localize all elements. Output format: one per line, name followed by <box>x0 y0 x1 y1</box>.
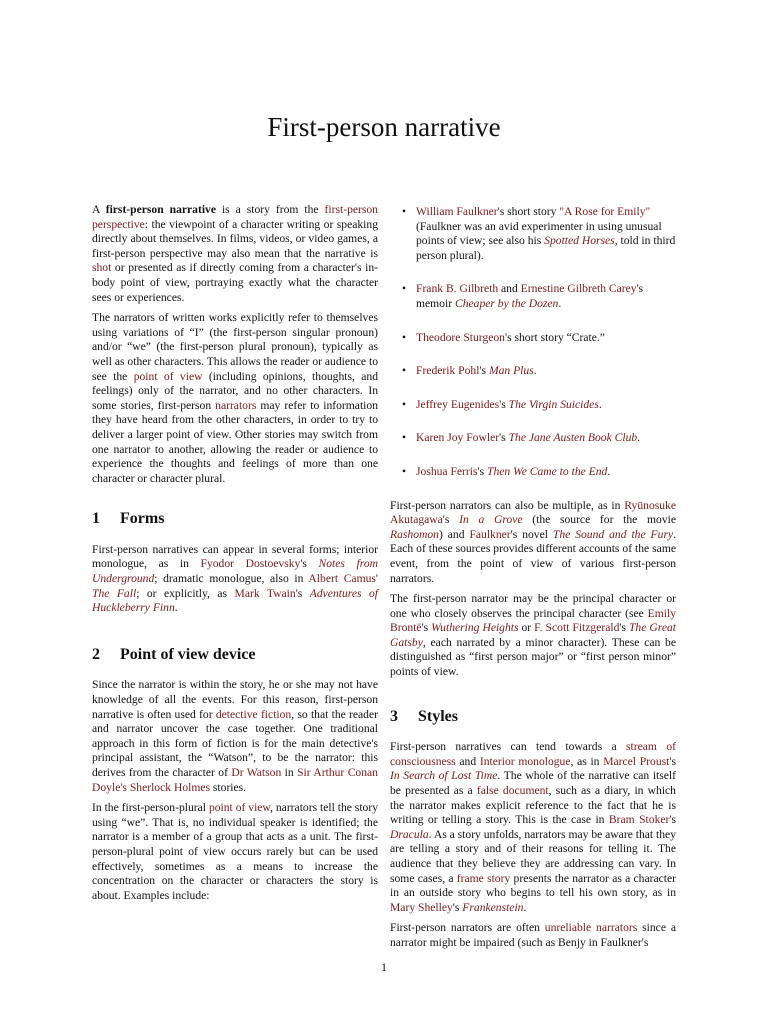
text: First-person narratives can tend towards a <box>390 740 627 754</box>
link-jane-austen-book-club[interactable] <box>508 431 641 445</box>
text: 's novel <box>510 527 553 541</box>
text: 's memoir <box>416 282 644 310</box>
italic-title: The Sound and the Fury <box>552 527 674 541</box>
text: , narrators tell the story using “we”. That is, no individual speaker is identified; the narrator is a member of a group that acts as a unit. The first-person-plural point of view occurs rarely but can be used effectively, sometimes as a means to increase the concentration on the character or characters the story is about. Examples include: <box>92 801 378 902</box>
text: 's <box>479 364 489 378</box>
link-stream-of-consciousness[interactable]: stream of consciousness <box>390 740 676 768</box>
link-point-of-view[interactable]: point of view <box>133 369 203 383</box>
link-dostoevsky[interactable]: Fyodor Dostoevsky <box>200 557 301 571</box>
italic-title: The Great Gatsby <box>390 621 676 649</box>
link-f-scott-fitzgerald[interactable]: F. Scott Fitzgerald <box>534 621 620 635</box>
principal-character-paragraph <box>390 592 676 680</box>
text: , so that the reader and narrator uncover the case together. One traditional approach in this form of fiction is for the main detective's principal assistant, the “Watson”, to be the narrator: this derives from the character of <box>92 707 378 779</box>
page-title: First-person narrative <box>267 112 501 142</box>
bullet-icon: • <box>402 397 407 411</box>
text: . <box>523 900 527 914</box>
text: , told in third person plural). <box>416 234 676 262</box>
text: . <box>558 296 562 310</box>
link-spotted-horses[interactable] <box>544 234 615 247</box>
right-column <box>390 203 676 957</box>
link-false-document[interactable]: false document <box>476 784 549 798</box>
text: The narrators of written works explicitly refer to themselves using variations of “I” (the first-person singular pronoun) and/or “we” (the first-person plural pronoun), typically as well as other characters. This allows the reader or audience to see the <box>92 311 378 383</box>
text: 's <box>295 586 310 600</box>
link-william-faulkner[interactable]: William Faulkner <box>416 205 498 218</box>
pov-paragraph-1 <box>92 678 378 795</box>
link-frankenstein[interactable] <box>462 901 523 914</box>
text: 's short story <box>497 205 560 218</box>
text: ' <box>375 572 378 586</box>
italic-title: Dracula <box>390 827 429 841</box>
text: 's <box>499 431 509 445</box>
link-narrators[interactable]: narrators <box>215 398 257 412</box>
list-item <box>390 331 676 346</box>
text: . <box>533 364 537 378</box>
text: : the viewpoint of a character writing or speaking directly about themselves. In films, videos, or video games, a first-person perspective may also mean that the narrative is <box>92 217 378 260</box>
bullet-icon: • <box>402 330 407 344</box>
link-the-fall[interactable] <box>92 587 136 600</box>
italic-title: Rashomon <box>390 527 439 541</box>
link-wuthering-heights[interactable] <box>431 621 518 634</box>
link-interior-monologue[interactable]: Interior monologue <box>479 754 571 768</box>
link-dr-watson[interactable]: Dr Watson <box>231 766 282 779</box>
bullet-icon: • <box>402 282 407 296</box>
text: . Each of these sources provides different accounts of the same event, from the point of view of various first-person narrators. <box>390 527 677 585</box>
styles-paragraph-1 <box>390 740 676 915</box>
list-item <box>390 205 676 263</box>
bullet-icon: • <box>402 431 407 445</box>
italic-title: Frankenstein <box>462 900 524 914</box>
text: . As a story unfolds, narrators may be aware that they are telling a story and of their reasons for telling it. The audience that they believe they are addressing can vary. In some cases, a <box>390 827 676 885</box>
styles-paragraph-2 <box>390 921 676 950</box>
link-man-plus[interactable] <box>489 364 534 377</box>
link-the-sound-and-the-fury[interactable] <box>553 528 673 541</box>
link-ernestine-gilbreth-carey[interactable]: Ernestine Gilbreth Carey <box>520 282 637 296</box>
link-mark-twain[interactable]: Mark Twain <box>234 586 296 600</box>
link-a-rose-for-emily[interactable]: "A Rose for Emily" <box>559 205 651 218</box>
text: . The whole of the narrative can itself be presented as a <box>390 769 677 798</box>
list-item <box>390 282 676 311</box>
text: or <box>518 621 535 635</box>
text: (the source for the movie <box>522 513 677 527</box>
italic-title: Adventures of Huckleberry Finn <box>92 586 378 615</box>
list-item <box>390 398 676 413</box>
text: 's <box>499 397 509 411</box>
text: . <box>607 464 611 478</box>
text: In the first-person-plural <box>92 801 209 815</box>
list-item <box>390 431 676 446</box>
link-cheaper-by-the-dozen[interactable] <box>455 297 558 310</box>
italic-title: In Search of Lost Time <box>390 769 498 783</box>
italic-title: Notes from Underground <box>92 557 378 586</box>
section-title: Point of view device <box>120 645 256 663</box>
text: First-person narratives can appear in several forms; interior monologue, as in <box>92 542 378 571</box>
term-bold: first-person narrative <box>105 203 216 216</box>
italic-title: Then We Came to the End <box>487 464 608 478</box>
list-item <box>390 364 676 379</box>
text: 's <box>669 754 676 768</box>
section-title: Forms <box>120 510 165 528</box>
page-number: 1 <box>381 960 387 974</box>
text: (Faulkner was an avid experimenter in using unusual points of view; see also his <box>416 219 662 248</box>
link-bram-stoker[interactable]: Bram Stoker <box>608 813 670 827</box>
text: . <box>637 431 641 445</box>
text: , such as a diary, in which the narrator makes explicit reference to the fact that he is writing or telling a story. This is the case in <box>390 784 676 827</box>
text: 's short story “Crate.” <box>504 330 605 344</box>
link-joshua-ferris[interactable]: Joshua Ferris <box>416 464 478 478</box>
section-heading-forms <box>92 512 378 527</box>
text: 's <box>452 900 463 914</box>
text: . <box>174 601 178 615</box>
section-number: 3 <box>390 707 398 725</box>
list-item <box>390 465 676 480</box>
text: 's <box>669 813 676 827</box>
text: ; dramatic monologue, also in <box>154 572 309 586</box>
text: Since the narrator is within the story, he or she may not have knowledge of all the events. For this reason, first-person narrative is often used for <box>92 678 378 721</box>
text: stories. <box>210 780 247 794</box>
link-akutagawa[interactable]: Ryūnosuke Akutagawa <box>390 498 676 527</box>
text: may refer to information they have heard from the other characters, in order to try to deliver a larger point of view. Other stories may switch from one narrator to another, allowing the reader or audience to experience the thoughts and feelings of more than one character or character plural. <box>92 398 378 485</box>
italic-title: The Virgin Suicides <box>508 397 599 411</box>
text: 's <box>442 513 460 527</box>
italic-title: The Fall <box>92 586 137 600</box>
text: . <box>598 397 602 411</box>
link-mary-shelley[interactable]: Mary Shelley <box>390 900 453 914</box>
link-emily-bronte[interactable]: Emily Brontë <box>390 606 676 635</box>
section-number: 2 <box>92 645 100 663</box>
text: First-person narrators are often <box>390 921 545 935</box>
link-albert-camus[interactable]: Albert Camus <box>308 572 376 586</box>
text: , as in <box>570 754 604 768</box>
link-detective-fiction[interactable]: detective fiction <box>215 707 292 721</box>
link-faulkner[interactable]: Faulkner <box>469 527 511 541</box>
text: 's <box>477 464 488 478</box>
italic-title: Wuthering Heights <box>431 621 519 635</box>
text: since a narrator might be impaired (such as Benjy in Faulkner's <box>390 921 677 949</box>
link-frank-gilbreth[interactable]: Frank B. Gilbreth <box>416 282 499 296</box>
forms-paragraph <box>92 543 378 616</box>
section-title: Styles <box>418 707 458 725</box>
link-frederik-pohl[interactable]: Frederik Pohl <box>416 364 480 378</box>
text: or presented as if directly coming from a character's in-body point of view, portraying exactly what the character sees or experiences. <box>92 261 378 304</box>
text: The first-person narrator may be the principal character or one who closely observes the principal character (see <box>390 592 676 620</box>
bullet-icon: • <box>402 205 407 218</box>
link-sherlock-holmes[interactable]: Sir Arthur Conan Doyle's Sherlock Holmes <box>92 766 378 794</box>
link-karen-joy-fowler[interactable]: Karen Joy Fowler <box>416 431 500 445</box>
link-in-a-grove[interactable] <box>459 513 522 526</box>
text: is a story from the <box>215 203 325 216</box>
section-number: 1 <box>92 510 100 528</box>
link-point-of-view[interactable]: point of view <box>208 801 271 815</box>
text: , each narrated by a minor character). These can be distinguished as “first person major” or “first person minor” points of view. <box>390 635 676 679</box>
link-shot[interactable]: shot <box>92 261 112 275</box>
italic-title: The Jane Austen Book Club <box>508 431 638 445</box>
text: A <box>92 203 106 216</box>
intro-paragraph-2 <box>92 311 378 486</box>
link-dracula[interactable] <box>390 828 429 841</box>
text: 's <box>300 557 319 571</box>
bullet-icon: • <box>402 364 407 378</box>
link-unreliable-narrators[interactable]: unreliable narrators <box>544 921 638 935</box>
link-theodore-sturgeon[interactable]: Theodore Sturgeon <box>416 330 505 344</box>
link-jeffrey-eugenides[interactable]: Jeffrey Eugenides <box>416 397 500 411</box>
text: presents the narrator as a character in an outside story who begins to tell his own story, as in <box>390 871 676 900</box>
examples-list <box>390 205 676 480</box>
italic-title: Spotted Horses <box>544 234 615 248</box>
link-the-virgin-suicides[interactable] <box>509 398 599 411</box>
section-heading-point-of-view <box>92 645 378 663</box>
link-frame-story[interactable]: frame story <box>456 871 511 885</box>
link-rashomon[interactable] <box>390 528 439 541</box>
bullet-icon: • <box>402 464 407 478</box>
text: 's <box>619 621 629 635</box>
text: and <box>455 754 480 768</box>
section-heading-styles <box>390 707 676 725</box>
italic-title: In a Grove <box>459 513 523 527</box>
italic-title: Man Plus <box>488 364 534 378</box>
pov-paragraph-2 <box>92 801 378 903</box>
text: in <box>281 766 298 779</box>
text: and <box>498 282 521 296</box>
text: 's <box>421 621 432 635</box>
link-then-we-came-to-the-end[interactable] <box>487 465 607 478</box>
text: First-person narrators can also be multiple, as in <box>390 498 625 512</box>
italic-title: Cheaper by the Dozen <box>454 296 559 310</box>
link-first-person-perspective[interactable]: first-person perspective <box>92 203 378 231</box>
text: ; or explicitly, as <box>136 586 235 600</box>
intro-paragraph-1 <box>92 203 378 305</box>
link-marcel-proust[interactable]: Marcel Proust <box>603 754 670 768</box>
link-in-search-of-lost-time[interactable] <box>390 769 497 782</box>
multiple-narrators-paragraph <box>390 499 676 587</box>
left-column <box>92 203 378 909</box>
text: (including opinions, thoughts, and feelings) only of the narrator, and no other characters. In some stories, first-person <box>92 369 378 412</box>
text: ) and <box>438 527 470 541</box>
